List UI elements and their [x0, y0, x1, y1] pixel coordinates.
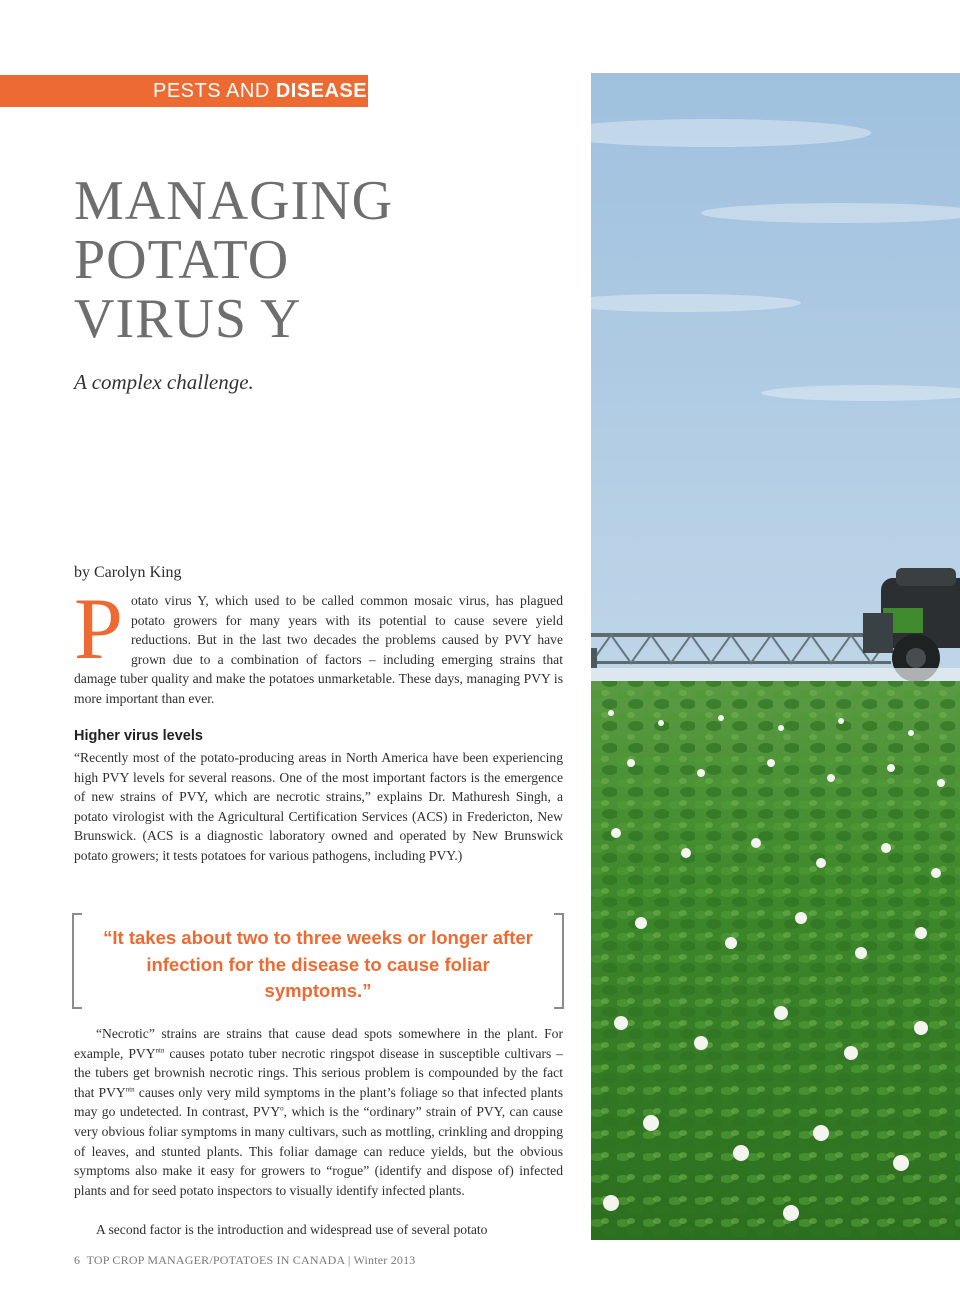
body-paragraph-3 [74, 1024, 563, 1200]
article-title [74, 172, 494, 349]
body-paragraph-2: “Recently most of the potato-producing areas in North America have been experiencing high PVY levels for several reasons. One of the most important factors is the emergence of new strains of PVY, which are necrotic strains,” explains Dr. Mathuresh Singh, a potato virologist with the Agricultural Certification Services (ACS) in Fredericton, New Brunswick. (ACS is a diagnostic laboratory owned and operated by New Brunswick potato growers; it tests potatoes for various pathogens, including PVY.) [74, 750, 563, 863]
intro-text: otato virus Y, which used to be called common mosaic virus, has plagued potato growers for many years with its potential to cause severe yield reductions. But in the last two decades the problems caused by PVY have grown due to a combination of factors – including emerging strains that damage tuber quality and make the potatoes unmarketable. These days, managing PVY is more important than ever. [74, 593, 563, 706]
body-paragraph-4: A second factor is the introduction and widespread use of several potato [96, 1222, 488, 1237]
section-heading: Higher virus levels [74, 728, 203, 744]
publication-line: TOP CROP MANAGER/POTATOES IN CANADA | Winter 2013 [86, 1253, 416, 1267]
title-line-2: POTATO [74, 229, 290, 291]
title-line-1: MANAGING [74, 170, 394, 232]
section-label-light: PESTS AND [153, 80, 276, 102]
sprayer-in-potato-field-photo [591, 73, 960, 1240]
superscript-ntn-2: ntn [125, 1085, 135, 1094]
pull-quote-text: “It takes about two to three weeks or longer after infection for the disease to cause foliar symptoms.” [103, 927, 533, 1001]
byline: by Carolyn King [74, 564, 182, 581]
page-footer [74, 1253, 416, 1268]
section-tag [0, 75, 381, 107]
para3-part-c: causes only very mild symptoms in the plant’s foliage so that infected plants may go undetected. In contrast, PVY [74, 1084, 563, 1120]
para3-part-b: causes potato tuber necrotic ringspot disease in susceptible cultivars – the tubers get brownish necrotic rings. This serious problem is compounded by the fact that PVY [74, 1045, 563, 1100]
left-bracket [72, 913, 82, 1009]
pull-quote [72, 913, 564, 1011]
section-label-bold: DISEASES [275, 80, 381, 102]
drop-cap: P [74, 581, 123, 678]
right-bracket [554, 913, 564, 1009]
para3-part-d: , which is the “ordinary” strain of PVY, can cause very obvious foliar symptoms in many cultivars, such as mottling, crinkling and dropping of leaves, and stunted plants. This foliar damage can reduce yields, but the obvious symptoms also make it easy for growers to “rogue” (identify and dispose of) infected plants and for seed potato inspectors to visually identify infected plants. [74, 1104, 563, 1198]
title-line-3: VIRUS Y [74, 288, 302, 350]
page-number: 6 [74, 1253, 81, 1267]
article-subtitle: A complex challenge. [74, 370, 254, 394]
para3-part-a: “Necrotic” strains are strains that cause dead spots somewhere in the plant. For example, PVY [74, 1026, 563, 1061]
superscript-o: o [280, 1104, 284, 1113]
superscript-ntn: ntn [155, 1046, 165, 1055]
intro-paragraph [74, 581, 563, 709]
